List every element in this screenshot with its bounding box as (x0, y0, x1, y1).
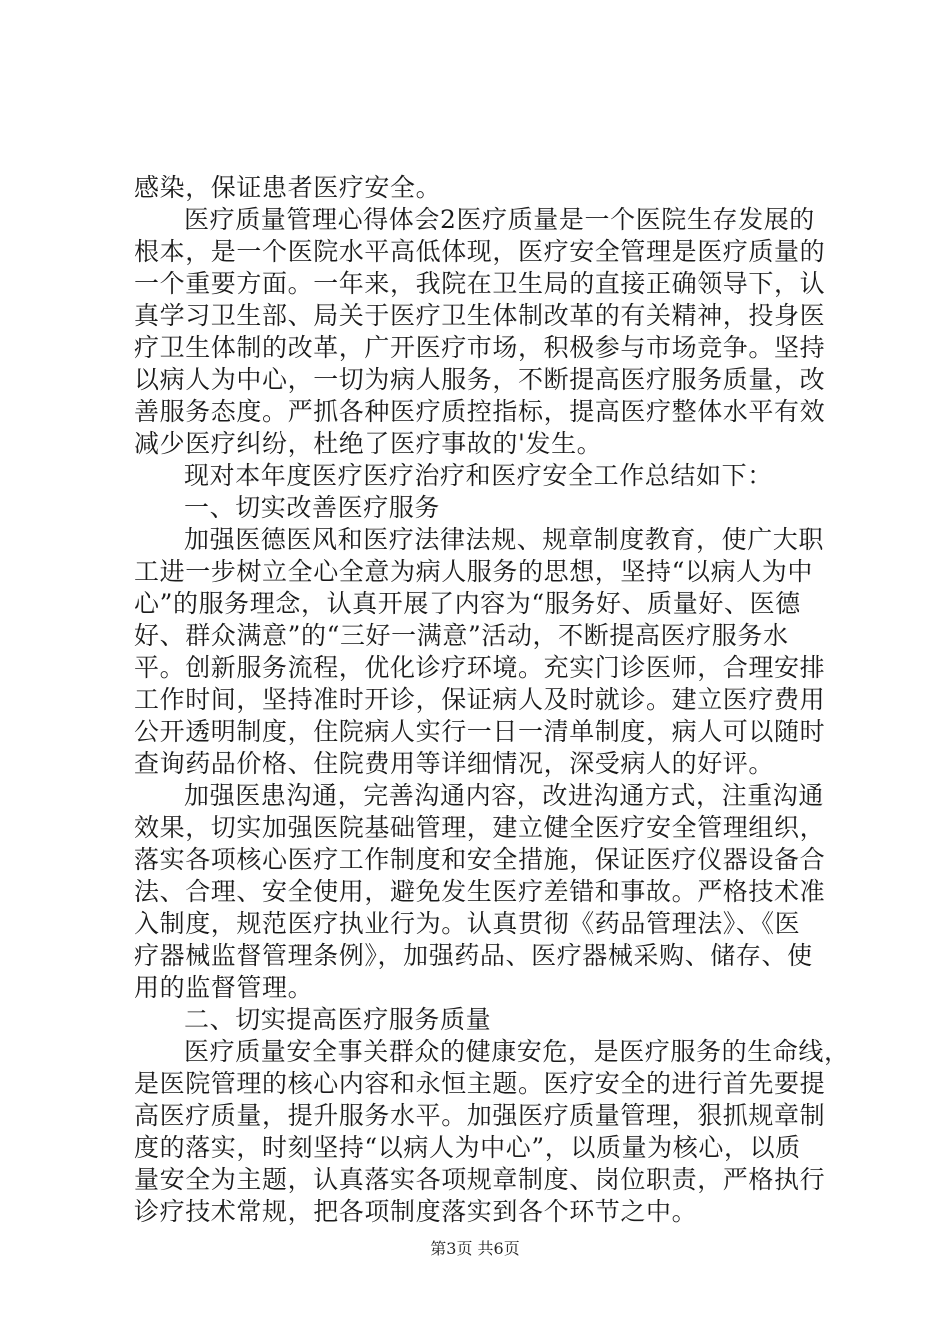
text-line: 落实各项核心医疗工作制度和安全措施，保证医疗仪器设备合 (134, 845, 826, 874)
text-line: 高医疗质量，提升服务水平。加强医疗质量管理，狠抓规章制 (134, 1101, 826, 1130)
text-line: 查询药品价格、住院费用等详细情况，深受病人的好评。 (134, 749, 775, 778)
text-line: 现对本年度医疗医疗治疗和医疗安全工作总结如下： (184, 461, 773, 490)
text-line: 量安全为主题，认真落实各项规章制度、岗位职责，严格执行 (134, 1165, 826, 1194)
text-line: 真学习卫生部、局关于医疗卫生体制改革的有关精神，投身医 (134, 301, 826, 330)
text-line: 医疗质量管理心得体会2医疗质量是一个医院生存发展的 (184, 205, 815, 234)
text-line: 度的落实，时刻坚持“以病人为中心”，以质量为核心，以质 (134, 1133, 801, 1162)
text-line: 医疗质量安全事关群众的健康安危，是医疗服务的生命线， (184, 1037, 850, 1066)
text-line: 以病人为中心，一切为病人服务，不断提高医疗服务质量，改 (134, 365, 826, 394)
text-line: 善服务态度。严抓各种医疗质控指标，提高医疗整体水平有效 (134, 397, 826, 426)
text-line: 法、合理、安全使用，避免发生医疗差错和事故。严格技术准 (134, 877, 826, 906)
text-line: 心”的服务理念，认真开展了内容为“服务好、质量好、医德 (134, 589, 801, 618)
text-line: 加强医德医风和医疗法律法规、规章制度教育，使广大职 (184, 525, 825, 554)
text-line: 一、切实改善医疗服务 (184, 493, 441, 522)
text-line: 入制度，规范医疗执业行为。认真贯彻《药品管理法》、《医 (134, 909, 801, 938)
text-line: 工作时间，坚持准时开诊，保证病人及时就诊。建立医疗费用 (134, 685, 826, 714)
text-line: 平。创新服务流程，优化诊疗环境。充实门诊医师，合理安排 (134, 653, 826, 682)
text-line: 一个重要方面。一年来，我院在卫生局的直接正确领导下，认 (134, 269, 826, 298)
text-line: 加强医患沟通，完善沟通内容，改进沟通方式，注重沟通 (184, 781, 825, 810)
text-line: 疗卫生体制的改革，广开医疗市场，积极参与市场竞争。坚持 (134, 333, 826, 362)
text-line: 是医院管理的核心内容和永恒主题。医疗安全的进行首先要提 (134, 1069, 826, 1098)
page-footer: 第3页 共6页 (430, 1239, 520, 1258)
text-line: 疗器械监督管理条例》，加强药品、医疗器械采购、储存、使 (134, 941, 813, 970)
text-line: 减少医疗纠纷，杜绝了医疗事故的'发生。 (134, 429, 603, 458)
text-line: 二、切实提高医疗服务质量 (184, 1005, 492, 1034)
document-body (134, 172, 850, 1228)
text-line: 工进一步树立全心全意为病人服务的思想，坚持“以病人为中 (134, 557, 813, 586)
text-line: 诊疗技术常规，把各项制度落实到各个环节之中。 (134, 1197, 698, 1226)
text-line: 根本，是一个医院水平高低体现，医疗安全管理是医疗质量的 (134, 237, 826, 266)
text-line: 好、群众满意”的“三好一满意”活动，不断提高医疗服务水 (134, 621, 789, 650)
text-line: 公开透明制度，住院病人实行一日一清单制度，病人可以随时 (134, 717, 826, 746)
text-line: 效果，切实加强医院基础管理，建立健全医疗安全管理组织， (134, 813, 826, 842)
text-line: 感染，保证患者医疗安全。 (134, 173, 442, 202)
text-line: 用的监督管理。 (134, 973, 314, 1002)
